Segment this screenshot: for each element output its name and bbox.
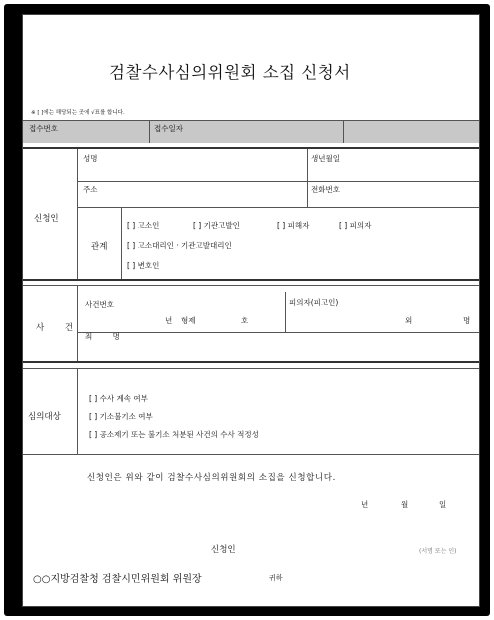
divider: [23, 285, 479, 286]
receipt-date-label: 접수일자: [154, 124, 183, 133]
case-number-unit: 호: [241, 316, 249, 325]
option-complainant[interactable]: [ ] 고소인: [127, 221, 160, 230]
date-day-unit: 일: [439, 500, 447, 509]
statement-text: 신청인은 위와 같이 검찰수사심의위원회의 소집을 신청합니다.: [87, 473, 336, 483]
name-label: 성명: [83, 154, 98, 163]
divider: [23, 279, 479, 281]
date-year-unit: 년: [361, 500, 369, 509]
option-institutional-accuser[interactable]: [ ] 기관고발인: [193, 221, 240, 230]
divider: [23, 147, 479, 149]
case-type-unit: 형제: [181, 316, 196, 325]
sign-note: (서명 또는 인): [419, 548, 457, 555]
review-option-indictment[interactable]: [ ] 기소불기소 여부: [89, 412, 153, 421]
option-defense-lawyer[interactable]: [ ] 변호인: [127, 261, 160, 270]
divider: [285, 292, 286, 332]
relation-label: 관계: [91, 242, 108, 252]
suspect-unit-count: 명: [463, 316, 471, 325]
divider: [77, 181, 479, 182]
divider: [77, 149, 78, 279]
birth-label: 생년월일: [311, 154, 340, 163]
divider: [343, 120, 344, 143]
application-form: [22, 14, 480, 607]
review-option-continue[interactable]: [ ] 수사 계속 여부: [89, 394, 148, 403]
form-note: ※ [ ]에는 해당되는 곳에 √표를 합니다.: [31, 110, 125, 116]
date-month-unit: 월: [401, 500, 409, 509]
case-number-label: 사건번호: [85, 300, 114, 309]
divider: [23, 120, 479, 121]
divider: [23, 361, 479, 363]
address-field[interactable]: [133, 183, 303, 205]
option-victim[interactable]: [ ] 피해자: [277, 221, 310, 230]
suspect-label: 피의자(피고인): [289, 298, 339, 307]
charge-field[interactable]: [133, 334, 473, 358]
divider: [77, 368, 78, 454]
divider: [23, 368, 479, 369]
applicant-sign-field[interactable]: [259, 539, 409, 557]
honorific: 귀하: [269, 574, 283, 582]
divider: [307, 149, 308, 181]
case-section-label: 사 건: [36, 323, 83, 333]
divider: [23, 454, 479, 455]
year-unit: 년: [165, 316, 173, 325]
review-section-label: 심의대상: [28, 412, 61, 422]
receipt-row: [23, 120, 479, 143]
phone-label: 전화번호: [311, 185, 340, 194]
charge-label: 죄 명: [85, 332, 129, 341]
review-option-propriety[interactable]: [ ] 공소제기 또는 불기소 처분된 사건의 수사 적정성: [89, 430, 259, 439]
form-title: 검찰수사심의위원회 소집 신청서: [109, 63, 351, 82]
divider: [77, 332, 479, 333]
divider: [77, 207, 479, 208]
addressee: ○○지방검찰청 검찰시민위원회 위원장: [33, 574, 202, 585]
name-field[interactable]: [133, 152, 303, 174]
applicant-sign-label: 신청인: [211, 545, 236, 555]
applicant-section-label: 신청인: [34, 214, 59, 224]
option-suspect[interactable]: [ ] 피의자: [339, 221, 372, 230]
document-frame: [4, 4, 490, 616]
suspect-unit-others: 외: [405, 316, 413, 325]
divider: [149, 120, 150, 143]
divider: [121, 207, 122, 279]
divider: [307, 181, 308, 207]
receipt-number-label: 접수번호: [29, 124, 58, 133]
option-complainant-agent[interactable]: [ ] 고소대리인 · 기관고발대리인: [127, 241, 232, 250]
address-label: 주소: [83, 185, 98, 194]
